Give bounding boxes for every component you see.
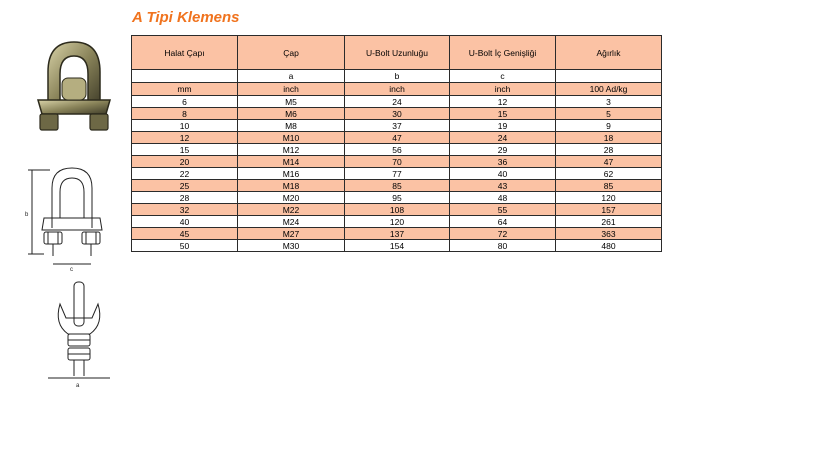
table-cell: 5 [556,108,662,120]
table-cell: 47 [345,132,450,144]
table-cell: 3 [556,96,662,108]
table-cell: 95 [345,192,450,204]
table-cell: 47 [556,156,662,168]
table-cell: 64 [450,216,556,228]
table-cell: 56 [345,144,450,156]
table-cell: 108 [345,204,450,216]
table-cell: 154 [345,240,450,252]
table-row [132,108,662,120]
header-row [132,36,662,70]
table-row [132,144,662,156]
table-cell: 28 [556,144,662,156]
letter-cell [556,70,662,83]
table-cell: 85 [345,180,450,192]
table-row [132,216,662,228]
table-cell: M24 [238,216,345,228]
table-cell: M30 [238,240,345,252]
table-cell: 157 [556,204,662,216]
table-row [132,96,662,108]
table-cell: M27 [238,228,345,240]
table-row [132,240,662,252]
table-cell: 261 [556,216,662,228]
table-cell: 40 [132,216,238,228]
table-cell: 120 [556,192,662,204]
table-cell: 9 [556,120,662,132]
table-cell: M8 [238,120,345,132]
table-cell: 55 [450,204,556,216]
table-cell: 62 [556,168,662,180]
table-cell: M16 [238,168,345,180]
table-cell: 480 [556,240,662,252]
letter-cell: b [345,70,450,83]
header-cell: U-Bolt İç Genişliği [450,36,556,70]
unit-cell: mm [132,83,238,96]
table-cell: 8 [132,108,238,120]
table-row [132,192,662,204]
table-row [132,228,662,240]
table-row [132,120,662,132]
side-view-drawing [40,278,118,390]
table-cell: 20 [132,156,238,168]
unit-cell: inch [450,83,556,96]
table-cell: M10 [238,132,345,144]
table-cell: 18 [556,132,662,144]
table-cell: 80 [450,240,556,252]
table-row [132,156,662,168]
table-cell: 10 [132,120,238,132]
table-cell: 40 [450,168,556,180]
table-cell: M18 [238,180,345,192]
table-row [132,132,662,144]
table-cell: 120 [345,216,450,228]
table-cell: M14 [238,156,345,168]
spec-table [131,35,662,252]
letter-cell [132,70,238,83]
table-cell: 15 [450,108,556,120]
table-cell: 70 [345,156,450,168]
table-cell: 29 [450,144,556,156]
header-cell: Halat Çapı [132,36,238,70]
page-title: A Tipi Klemens [132,9,240,26]
front-view-drawing [22,158,122,273]
table-cell: 85 [556,180,662,192]
table-cell: 12 [132,132,238,144]
table-cell: 77 [345,168,450,180]
header-cell: Çap [238,36,345,70]
table-cell: 137 [345,228,450,240]
table-cell: 32 [132,204,238,216]
letter-cell: c [450,70,556,83]
table-cell: M22 [238,204,345,216]
table-cell: M12 [238,144,345,156]
dimension-c-label: c [70,267,73,273]
table-cell: 48 [450,192,556,204]
table-cell: 30 [345,108,450,120]
clamp-photo [30,38,118,134]
table-cell: 24 [450,132,556,144]
table-row [132,168,662,180]
table-cell: 45 [132,228,238,240]
table-cell: 43 [450,180,556,192]
table-cell: 28 [132,192,238,204]
dimension-a-label: a [76,383,80,389]
table-cell: M5 [238,96,345,108]
table-cell: 36 [450,156,556,168]
table-row [132,204,662,216]
table-cell: M6 [238,108,345,120]
table-cell: 363 [556,228,662,240]
letter-cell: a [238,70,345,83]
table-cell: 25 [132,180,238,192]
unit-cell: 100 Ad/kg [556,83,662,96]
dimension-letter-row [132,70,662,83]
table-cell: 6 [132,96,238,108]
table-cell: M20 [238,192,345,204]
dimension-b-label: b [25,212,29,218]
table-cell: 50 [132,240,238,252]
table-cell: 24 [345,96,450,108]
table-row [132,180,662,192]
spec-table-body [132,36,662,252]
unit-cell: inch [238,83,345,96]
header-cell: U-Bolt Uzunluğu [345,36,450,70]
table-cell: 19 [450,120,556,132]
unit-cell: inch [345,83,450,96]
table-cell: 12 [450,96,556,108]
table-cell: 72 [450,228,556,240]
table-cell: 37 [345,120,450,132]
units-row [132,83,662,96]
table-cell: 15 [132,144,238,156]
table-cell: 22 [132,168,238,180]
header-cell: Ağırlık [556,36,662,70]
